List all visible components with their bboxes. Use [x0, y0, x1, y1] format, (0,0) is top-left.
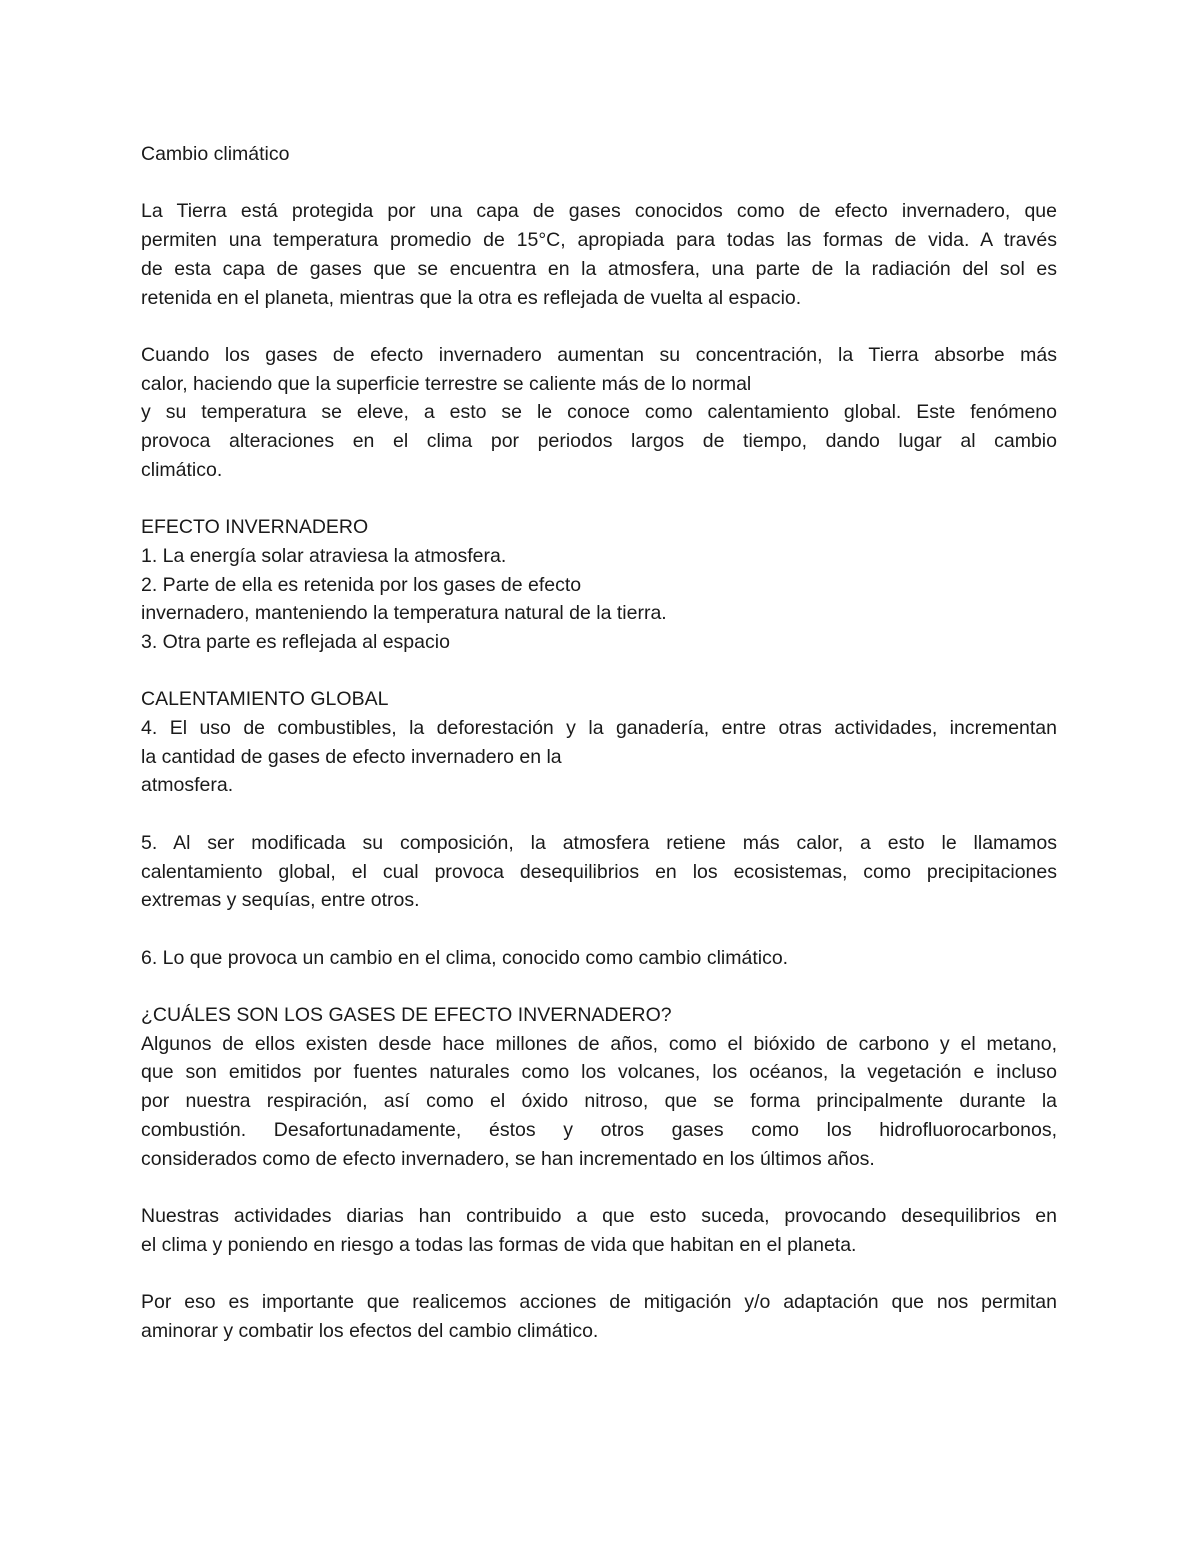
greenhouse-section: [141, 513, 1057, 657]
list-item: invernadero, manteniendo la temperatura natural de la tierra.: [141, 602, 667, 625]
text-line: y su temperatura se eleve, a esto se le conoce como calentamiento global. Este fenómeno: [141, 401, 1057, 424]
paragraph-spacer: [141, 484, 1057, 513]
text-line: permiten una temperatura promedio de 15°C, apropiada para todas las formas de vida. A través: [141, 229, 1057, 252]
paragraph-spacer: [141, 800, 1057, 829]
text-line: que son emitidos por fuentes naturales como los volcanes, los océanos, la vegetación e incluso: [141, 1061, 1057, 1084]
text-line: considerados como de efecto invernadero, se han incrementado en los últimos años.: [141, 1147, 875, 1170]
list-item: 4. El uso de combustibles, la deforestación y la ganadería, entre otras actividades, incrementan: [141, 717, 1057, 739]
text-line: retenida en el planeta, mientras que la otra es reflejada de vuelta al espacio.: [141, 286, 802, 309]
text-line: extremas y sequías, entre otros.: [141, 889, 420, 912]
text-line: Algunos de ellos existen desde hace millones de años, como el bióxido de carbono y el metano,: [141, 1032, 1057, 1055]
section-heading: CALENTAMIENTO GLOBAL: [141, 688, 389, 711]
text-line: por nuestra respiración, así como el óxido nitroso, que se forma principalmente durante la: [141, 1090, 1057, 1113]
document-body: [141, 140, 1057, 1345]
paragraph-spacer: [141, 1259, 1057, 1288]
mitigation-paragraph: [141, 1288, 1057, 1345]
list-item: 3. Otra parte es reflejada al espacio: [141, 630, 450, 653]
section-heading: ¿CUÁLES SON LOS GASES DE EFECTO INVERNADERO?: [141, 1003, 672, 1026]
concentration-paragraph: [141, 341, 1057, 485]
text-line: combustión. Desafortunadamente, éstos y otros gases como los hidrofluorocarbonos,: [141, 1118, 1057, 1141]
text-line: Nuestras actividades diarias han contribuido a que esto suceda, provocando desequilibrios en: [141, 1204, 1057, 1227]
point-6-paragraph: 6. Lo que provoca un cambio en el clima, conocido como cambio climático.: [141, 946, 789, 969]
section-heading: EFECTO INVERNADERO: [141, 516, 369, 539]
list-item: 2. Parte de ella es retenida por los gases de efecto: [141, 573, 582, 596]
text-line: La Tierra está protegida por una capa de gases conocidos como de efecto invernadero, que: [141, 200, 1057, 223]
text-line: el clima y poniendo en riesgo a todas las formas de vida que habitan en el planeta.: [141, 1233, 857, 1256]
paragraph-spacer: [141, 169, 1057, 198]
text-line: calentamiento global, el cual provoca desequilibrios en los ecosistemas, como precipitaciones: [141, 860, 1057, 883]
activities-paragraph: [141, 1202, 1057, 1259]
document-title: Cambio climático: [141, 143, 290, 165]
point-5-paragraph: [141, 829, 1057, 915]
text-line: calor, haciendo que la superficie terrestre se caliente más de lo normal: [141, 372, 752, 395]
paragraph-spacer: [141, 915, 1057, 944]
list-item: 1. La energía solar atraviesa la atmosfera.: [141, 544, 507, 567]
text-line: de esta capa de gases que se encuentra en la atmosfera, una parte de la radiación del sol es: [141, 257, 1057, 280]
list-item: la cantidad de gases de efecto invernadero en la: [141, 745, 562, 768]
paragraph-spacer: [141, 972, 1057, 1001]
text-line: aminorar y combatir los efectos del cambio climático.: [141, 1319, 599, 1342]
text-line: 5. Al ser modificada su composición, la atmosfera retiene más calor, a esto le llamamos: [141, 831, 1057, 854]
intro-paragraph: [141, 197, 1057, 312]
text-line: climático.: [141, 458, 223, 481]
paragraph-spacer: [141, 312, 1057, 341]
paragraph-spacer: [141, 1173, 1057, 1202]
list-item: atmosfera.: [141, 774, 234, 797]
text-line: provoca alteraciones en el clima por periodos largos de tiempo, dando lugar al cambio: [141, 430, 1057, 452]
text-line: Por eso es importante que realicemos acciones de mitigación y/o adaptación que nos permitan: [141, 1290, 1057, 1313]
warming-section: [141, 685, 1057, 800]
text-line: Cuando los gases de efecto invernadero aumentan su concentración, la Tierra absorbe más: [141, 343, 1057, 366]
gases-section: [141, 1001, 1057, 1173]
paragraph-spacer: [141, 657, 1057, 686]
